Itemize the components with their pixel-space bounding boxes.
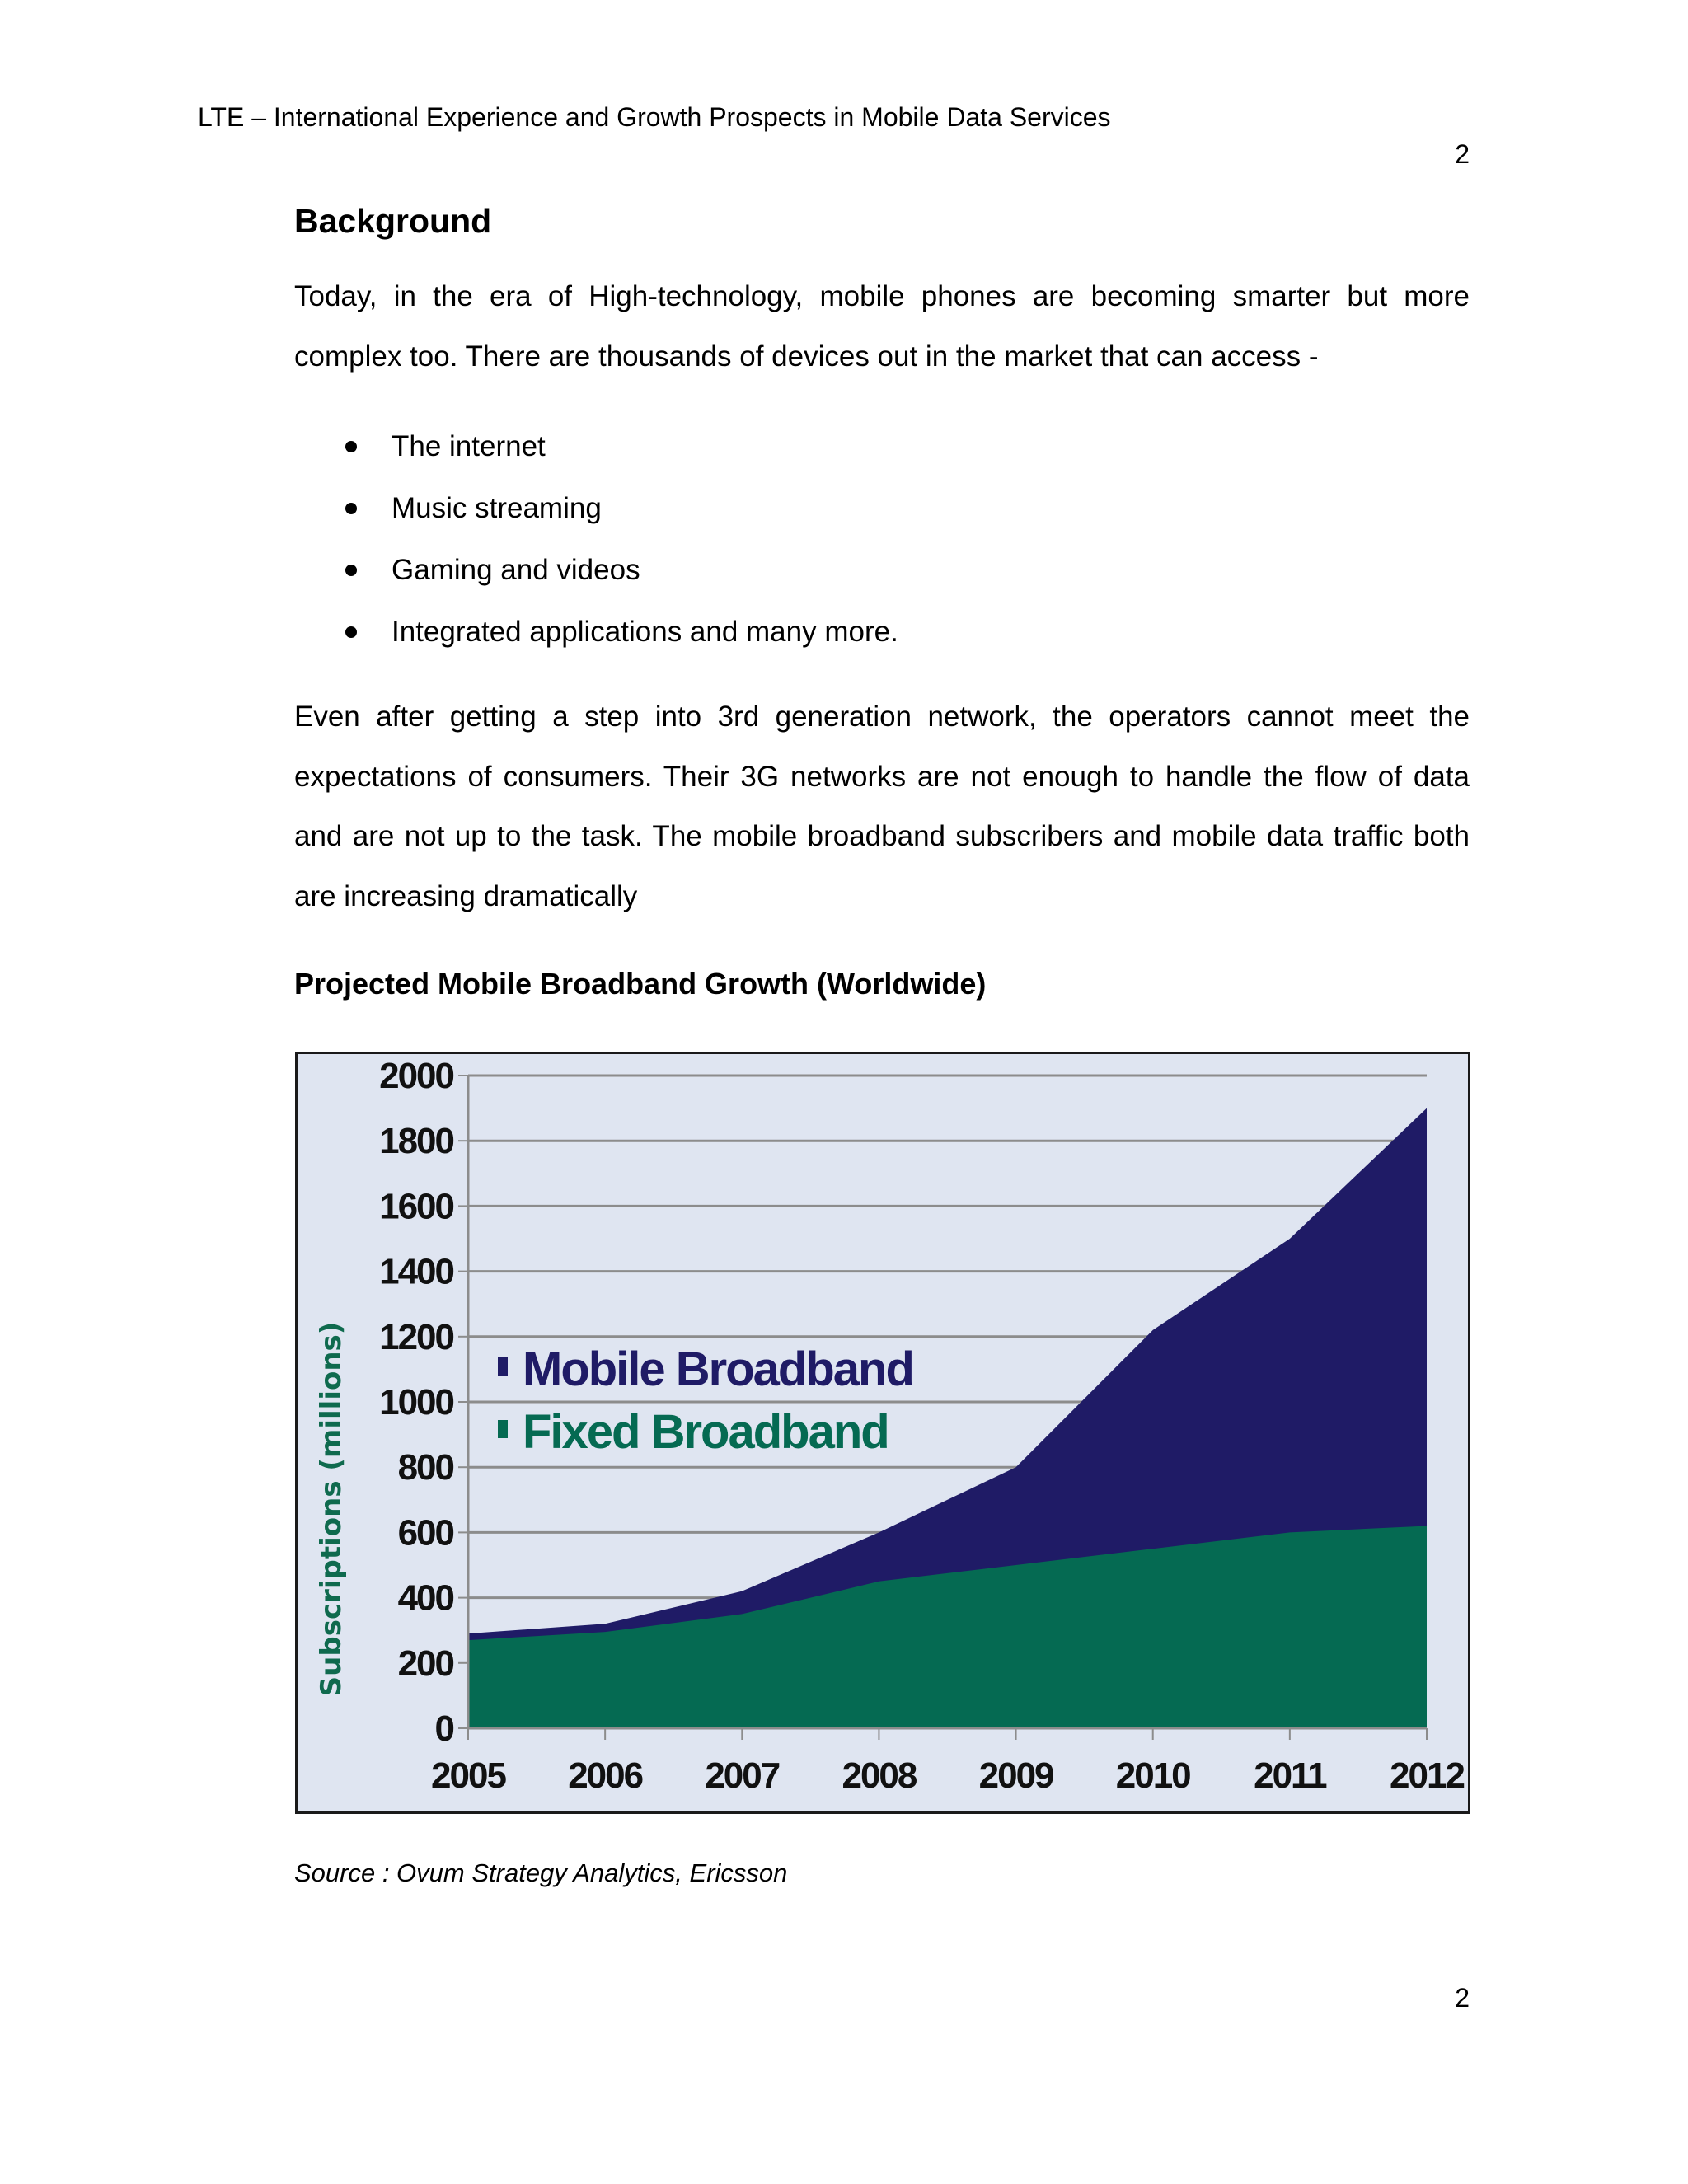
y-tick-label: 400 — [397, 1577, 453, 1619]
legend-label: Mobile Broadband — [523, 1343, 913, 1396]
x-tick-label: 2005 — [431, 1755, 505, 1796]
x-tick-label: 2010 — [1115, 1755, 1190, 1796]
section-heading: Background — [294, 202, 492, 240]
legend-swatch — [498, 1420, 508, 1438]
bullet-icon — [345, 565, 357, 576]
y-axis-title: Subscriptions (millions) — [315, 1321, 348, 1697]
bullet-list — [294, 415, 898, 663]
page-number-bottom: 2 — [1455, 1983, 1470, 2013]
y-tick-label: 1800 — [379, 1121, 453, 1162]
running-header: LTE – International Experience and Growth Prospects in Mobile Data Services — [198, 102, 1111, 132]
y-tick-label: 200 — [397, 1643, 453, 1684]
chart-canvas — [298, 1054, 1468, 1811]
legend-swatch — [498, 1357, 508, 1376]
list-item — [294, 539, 898, 601]
list-item-text: Integrated applications and many more. — [392, 616, 898, 648]
list-item — [294, 415, 898, 477]
x-tick-label: 2011 — [1254, 1755, 1326, 1796]
y-tick-label: 800 — [397, 1447, 453, 1488]
y-tick-label: 1000 — [379, 1382, 453, 1422]
y-tick-label: 2000 — [379, 1056, 453, 1096]
bullet-icon — [345, 626, 357, 638]
y-tick-label: 0 — [434, 1708, 453, 1749]
y-tick-label: 600 — [397, 1512, 453, 1554]
x-tick-label: 2007 — [705, 1755, 780, 1796]
y-tick-label: 1400 — [379, 1251, 453, 1292]
x-tick-label: 2009 — [978, 1755, 1053, 1796]
bullet-icon — [345, 441, 357, 452]
figure-source: Source : Ovum Strategy Analytics, Ericsson — [294, 1858, 788, 1887]
list-item — [294, 477, 898, 539]
broadband-growth-chart — [295, 1052, 1470, 1814]
x-tick-label: 2012 — [1390, 1755, 1464, 1796]
list-item-text: The internet — [392, 430, 546, 462]
y-tick-label: 1600 — [379, 1186, 453, 1227]
legend-label: Fixed Broadband — [523, 1405, 889, 1459]
body-paragraph: Even after getting a step into 3rd generation network, the operators cannot meet the expectations of consumers. Their 3G networks are not enough to handle the flow of data and are not up to the task. The mobile broadband subscribers and mobile data traffic both are increasing dramatically — [294, 701, 1470, 912]
x-tick-label: 2006 — [568, 1755, 643, 1796]
figure-caption: Projected Mobile Broadband Growth (Worldwide) — [294, 967, 987, 1001]
page-number-top: 2 — [1455, 139, 1470, 169]
x-tick-label: 2008 — [842, 1755, 917, 1796]
list-item-text: Music streaming — [392, 492, 602, 524]
bullet-icon — [345, 503, 357, 514]
list-item — [294, 601, 898, 663]
y-tick-label: 1200 — [379, 1316, 453, 1357]
intro-paragraph: Today, in the era of High-technology, mobile phones are becoming smarter but more complex too. There are thousands of devices out in the market that can access - — [294, 280, 1470, 373]
list-item-text: Gaming and videos — [392, 554, 640, 586]
